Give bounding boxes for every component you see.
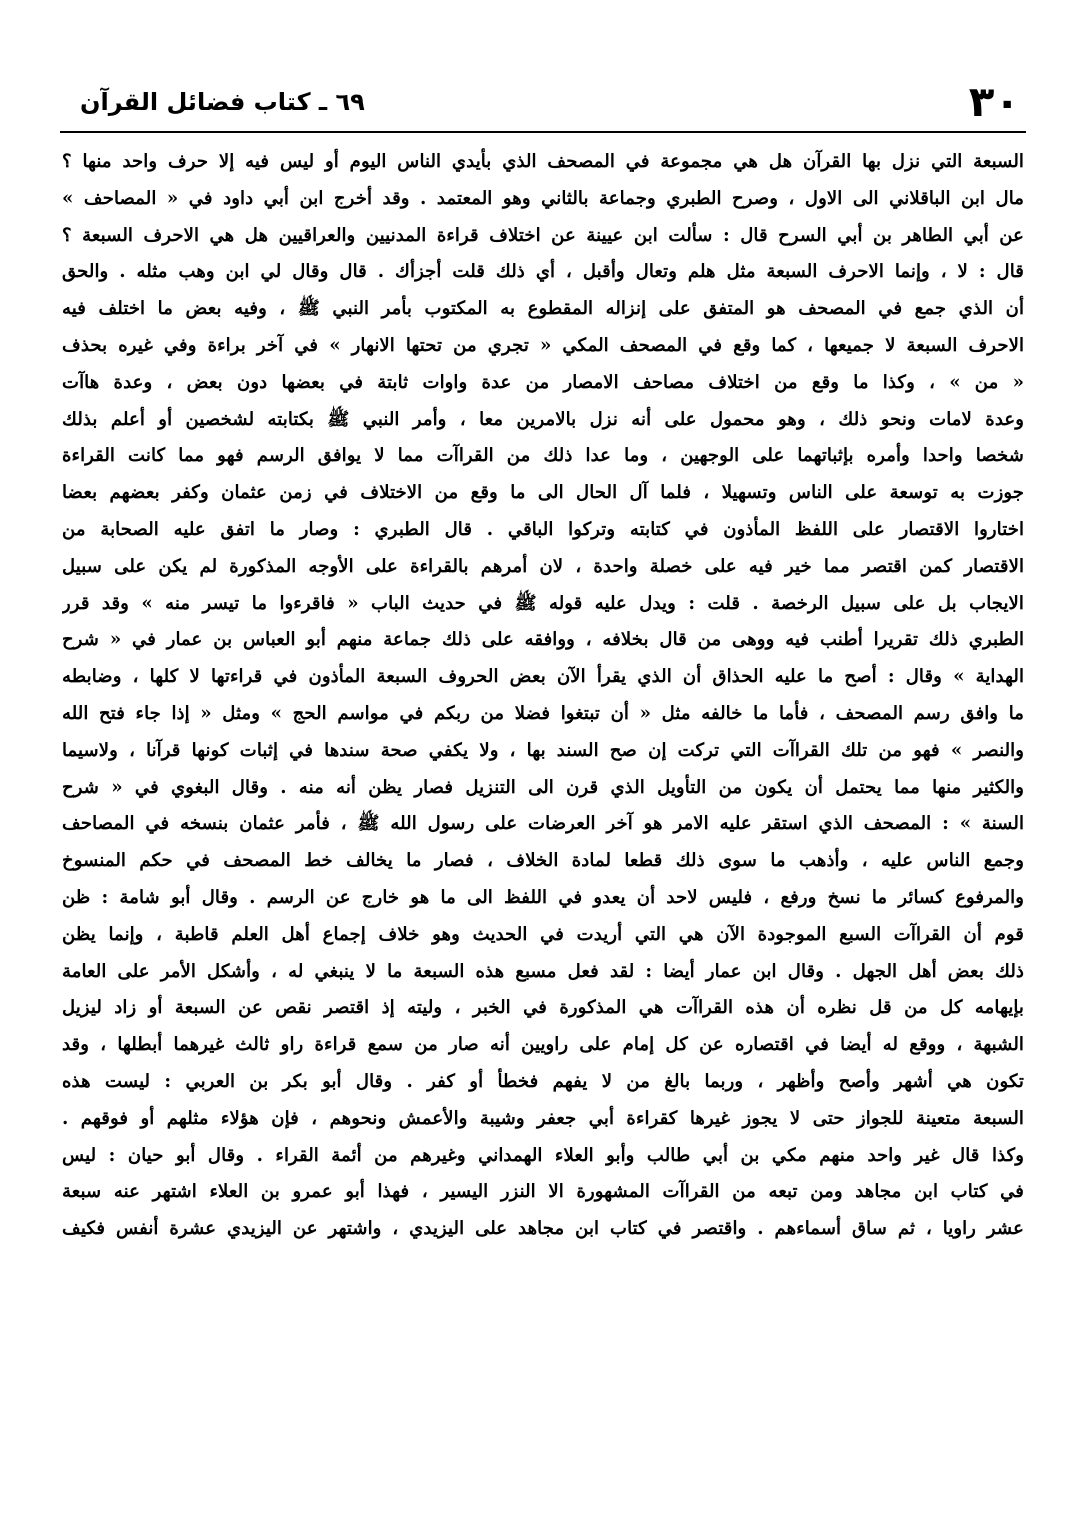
text-line: والمرفوع كسائر ما نسخ ورفع ، فليس لاحد أن يعدو في اللفظ الى ما هو خارج عن الرسم . وقال أبو شامة : ظن	[62, 886, 1024, 908]
text-line: قال : لا ، وإنما الاحرف السبعة مثل هلم وتعال وأقبل ، أي ذلك قلت أجزأك . قال وقال لي ابن وهب مثله . والحق	[62, 261, 1024, 283]
text-line: عشر راويا ، ثم ساق أسماءهم . واقتصر في كتاب ابن مجاهد على اليزيدي ، واشتهر عن اليزيدي عشرة أنفس فكيف	[62, 1218, 1024, 1240]
text-line: اختاروا الاقتصار على اللفظ المأذون في كتابته وتركوا الباقي . قال الطبري : وصار ما اتفق عليه الصحابة من	[62, 518, 1024, 540]
text-line: وجمع الناس عليه ، وأذهب ما سوى ذلك قطعا لمادة الخلاف ، فصار ما يخالف خط المصحف في حكم المنسوخ	[62, 850, 1024, 872]
text-line: أن الذي جمع في المصحف هو المتفق على إنزاله المقطوع به المكتوب بأمر النبي ﷺ ، وفيه بعض ما اختلف فيه	[62, 298, 1024, 320]
page-header	[60, 78, 1026, 130]
text-line: السبعة التي نزل بها القرآن هل هي مجموعة في المصحف الذي بأيدي الناس اليوم أو ليس فيه إلا حرف واحد منها ؟	[62, 151, 1024, 172]
text-line: ما وافق رسم المصحف ، فأما ما خالفه مثل « أن تبتغوا فضلا من ربكم في مواسم الحج » ومثل « إذا جاء فتح الله	[62, 702, 1024, 724]
text-line: « من » ، وكذا ما وقع من اختلاف مصاحف الامصار من عدة واوات ثابتة في بعضها دون بعض ، وعدة هاآت	[62, 371, 1024, 393]
text-line: في كتاب ابن مجاهد ومن تبعه من القراآت المشهورة الا النزر اليسير ، فهذا أبو عمرو بن العلاء اشتهر عنه سبعة	[62, 1181, 1024, 1203]
text-line: تكون هي أشهر وأصح وأظهر ، وربما بالغ من لا يفهم فخطأ أو كفر . وقال أبو بكر بن العربي : ليست هذه	[62, 1070, 1024, 1092]
text-line: شخصا واحدا وأمره بإثباتهما على الوجهين ، وما عدا ذلك من القراآت مما لا يوافق الرسم فهو مما كانت القراءة	[62, 445, 1024, 467]
text-line: مال ابن الباقلاني الى الاول ، وصرح الطبري وجماعة بالثاني وهو المعتمد . وقد أخرج ابن أبي داود في « المصاحف »	[62, 187, 1024, 209]
text-line: والنصر » فهو من تلك القراآت التي تركت إن صح السند بها ، ولا يكفي صحة سندها في إثبات كونها قرآنا ، ولاسيما	[62, 739, 1024, 761]
page-number: ٣٠	[968, 77, 1020, 126]
body-text	[62, 144, 1024, 1285]
text-line: بإيهامه كل من قل نظره أن هذه القراآت هي المذكورة في الخبر ، وليته إذ اقتصر نقص عن السبعة أو زاد ليزيل	[62, 997, 1024, 1019]
text-line: الهداية » وقال : أصح ما عليه الحذاق أن الذي يقرأ الآن بعض الحروف السبعة المأذون في قراءتها لا كلها ، وضابطه	[62, 666, 1024, 688]
text-line: جوزت به توسعة على الناس وتسهيلا ، فلما آل الحال الى ما وقع من الاختلاف في زمن عثمان وكفر بعضهم بعضا	[62, 482, 1024, 504]
text-line: السنة » : المصحف الذي استقر عليه الامر هو آخر العرضات على رسول الله ﷺ ، فأمر عثمان بنسخه في المصاحف	[62, 813, 1024, 835]
text-line: الاقتصار كمن اقتصر مما خير فيه على خصلة واحدة ، لان أمرهم بالقراءة على الأوجه المذكورة لم يكن على سبيل	[62, 555, 1024, 577]
text-line: الطبري ذلك تقريرا أطنب فيه ووهى من قال بخلافه ، ووافقه على ذلك جماعة منهم أبو العباس بن عمار في « شرح	[62, 629, 1024, 651]
text-line: الاحرف السبعة لا جميعها ، كما وقع في المصحف المكي « تجري من تحتها الانهار » في آخر براءة وفي غيره بحذف	[62, 334, 1024, 356]
running-title: ٦٩ ـ كتاب فضائل القرآن	[80, 88, 365, 116]
text-line: عن أبي الطاهر بن أبي السرح قال : سألت ابن عيينة عن اختلاف قراءة المدنيين والعراقيين هل هي الاحرف السبعة ؟	[62, 224, 1024, 246]
text-line: ذلك بعض أهل الجهل . وقال ابن عمار أيضا : لقد فعل مسبع هذه السبعة ما لا ينبغي له ، وأشكل الأمر على العامة	[62, 960, 1024, 982]
text-line: وعدة لامات ونحو ذلك ، وهو محمول على أنه نزل بالامرين معا ، وأمر النبي ﷺ بكتابته لشخصين أو أعلم بذلك	[62, 408, 1024, 430]
text-line: قوم أن القراآت السبع الموجودة الآن هي التي أريدت في الحديث وهو خلاف إجماع أهل العلم قاطبة ، وإنما يظن	[62, 923, 1024, 945]
header-rule	[60, 131, 1026, 133]
text-line: الشبهة ، ووقع له أيضا في اقتصاره عن كل إمام على راويين أنه صار من سمع قراءة راو ثالث غيرهما أبطلها ، وقد	[62, 1034, 1024, 1056]
text-line: الايجاب بل على سبيل الرخصة . قلت : ويدل عليه قوله ﷺ في حديث الباب « فاقرءوا ما تيسر منه » وقد قرر	[62, 592, 1024, 614]
text-line: وكذا قال غير واحد منهم مكي بن أبي طالب وأبو العلاء الهمداني وغيرهم من أئمة القراء . وقال أبو حيان : ليس	[62, 1144, 1024, 1166]
text-line: والكثير منها مما يحتمل أن يكون من التأويل الذي قرن الى التنزيل فصار يظن أنه منه . وقال البغوي في « شرح	[62, 776, 1024, 798]
text-line	[62, 1248, 1024, 1285]
text-line: السبعة متعينة للجواز حتى لا يجوز غيرها كقراءة أبي جعفر وشيبة والأعمش ونحوهم ، فإن هؤلاء مثلهم أو فوقهم .	[62, 1107, 1024, 1129]
